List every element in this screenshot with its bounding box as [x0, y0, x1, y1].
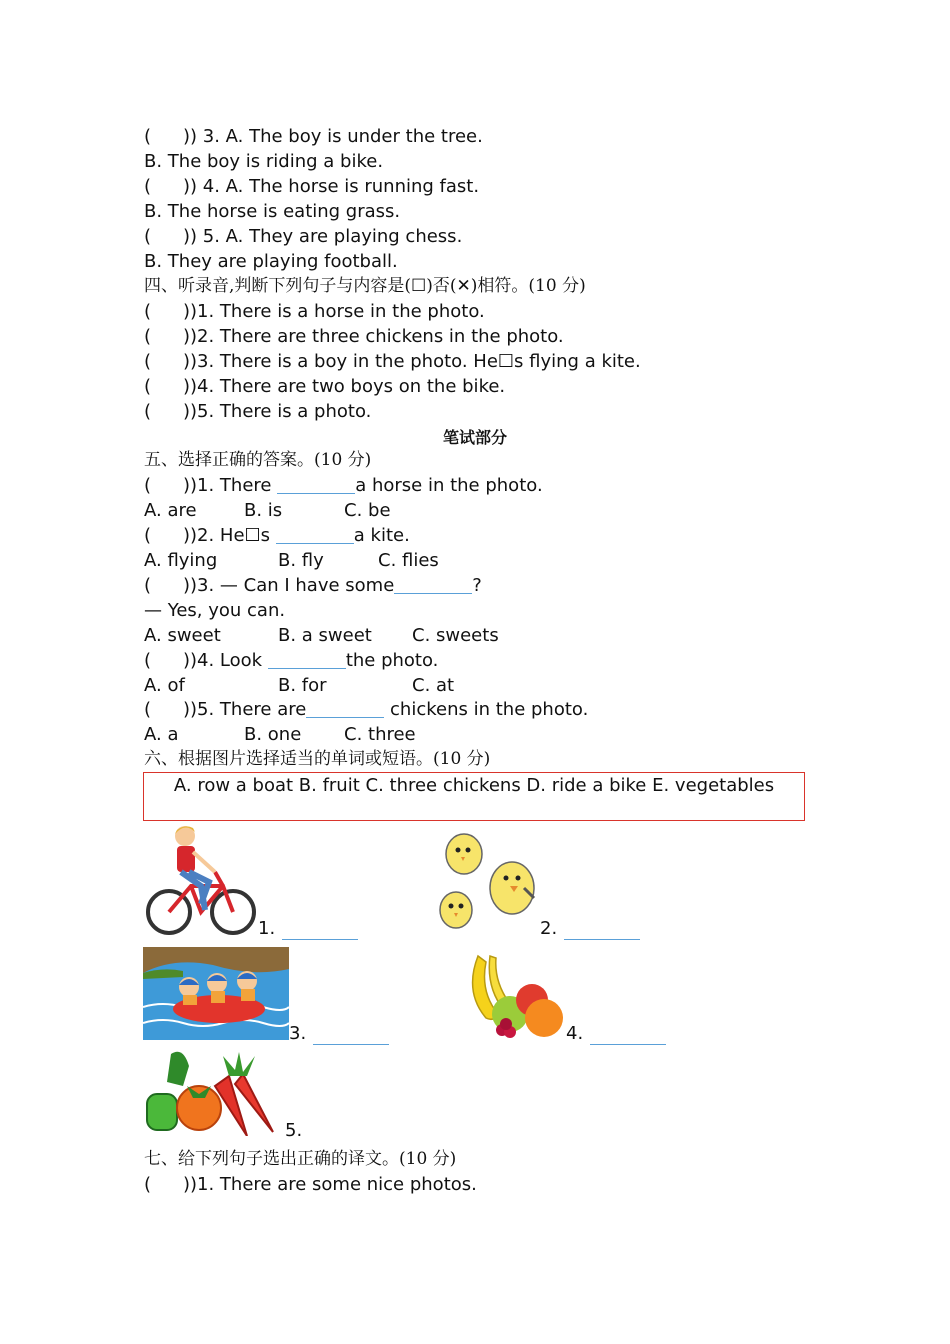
row-a-boat-picture [143, 947, 289, 1040]
listening-q3: ( )) 3. A. The boy is under the tree. [144, 124, 483, 149]
listening-q5: ( )) 5. A. They are playing chess. [144, 224, 462, 249]
section7-heading: 七、给下列句子选出正确的译文。(10 分) [144, 1149, 457, 1169]
listening-q5-b: B. They are playing football. [144, 251, 398, 272]
section4-item: ( ))2. There are three chickens in the photo. [144, 324, 564, 349]
section5-q1-options: A. are B. is C. be [144, 500, 391, 521]
section4-item: ( ))3. There is a boy in the photo. He☐s flying a kite. [144, 349, 641, 374]
section5-q2: ( ))2. He☐s a kite. [144, 523, 410, 548]
answer-blank[interactable] [276, 525, 354, 544]
section5-q4: ( ))4. Look the photo. [144, 648, 438, 673]
written-part-title: 笔试部分 [442, 428, 507, 447]
section5-q5-options: A. a B. one C. three [144, 724, 416, 745]
section7-q1: ( ))1. There are some nice photos. [144, 1172, 477, 1197]
picture-label: 5. [285, 1120, 303, 1141]
section4-item: ( ))4. There are two boys on the bike. [144, 374, 505, 399]
section5-q3-reply: — Yes, you can. [144, 600, 286, 621]
answer-blank[interactable] [313, 1043, 389, 1045]
section5-q3-options: A. sweet B. a sweet C. sweets [144, 625, 499, 646]
listening-q4: ( )) 4. A. The horse is running fast. [144, 174, 479, 199]
section4-item: ( ))1. There is a horse in the photo. [144, 299, 485, 324]
picture-label: 2. [540, 918, 558, 939]
answer-blank[interactable] [564, 938, 640, 940]
answer-blank[interactable] [590, 1043, 666, 1045]
section6-heading: 六、根据图片选择适当的单词或短语。(10 分) [144, 749, 491, 769]
answer-blank[interactable] [394, 575, 472, 594]
section5-q2-options: A. flying B. fly C. flies [144, 550, 439, 571]
section4-item: ( ))5. There is a photo. [144, 399, 371, 424]
section5-q5: ( ))5. There are chickens in the photo. [144, 697, 588, 722]
answer-blank[interactable] [282, 938, 358, 940]
section4-heading: 四、听录音,判断下列句子与内容是(☐)否(✕)相符。(10 分) [144, 276, 586, 296]
three-chickens-picture [434, 826, 540, 936]
listening-q3-b: B. The boy is riding a bike. [144, 151, 384, 172]
picture-label: 1. [258, 918, 276, 939]
fruit-picture [464, 952, 566, 1040]
picture-label: 4. [566, 1023, 584, 1044]
answer-blank[interactable] [277, 475, 355, 494]
picture-label: 3. [289, 1023, 307, 1044]
section5-q4-options: A. of B. for C. at [144, 675, 455, 696]
section5-heading: 五、选择正确的答案。(10 分) [144, 450, 372, 470]
listening-q4-b: B. The horse is eating grass. [144, 201, 401, 222]
answer-blank[interactable] [268, 650, 346, 669]
word-bank-text: A. row a boat B. fruit C. three chickens D. ride a bike E. vegetables [173, 775, 775, 796]
answer-blank[interactable] [306, 699, 384, 718]
vegetables-picture [143, 1046, 285, 1136]
section5-q1: ( ))1. There a horse in the photo. [144, 473, 543, 498]
word-bank-box [143, 772, 805, 821]
boy-riding-bike-picture [143, 824, 258, 936]
section5-q3: ( ))3. — Can I have some ? [144, 573, 482, 598]
